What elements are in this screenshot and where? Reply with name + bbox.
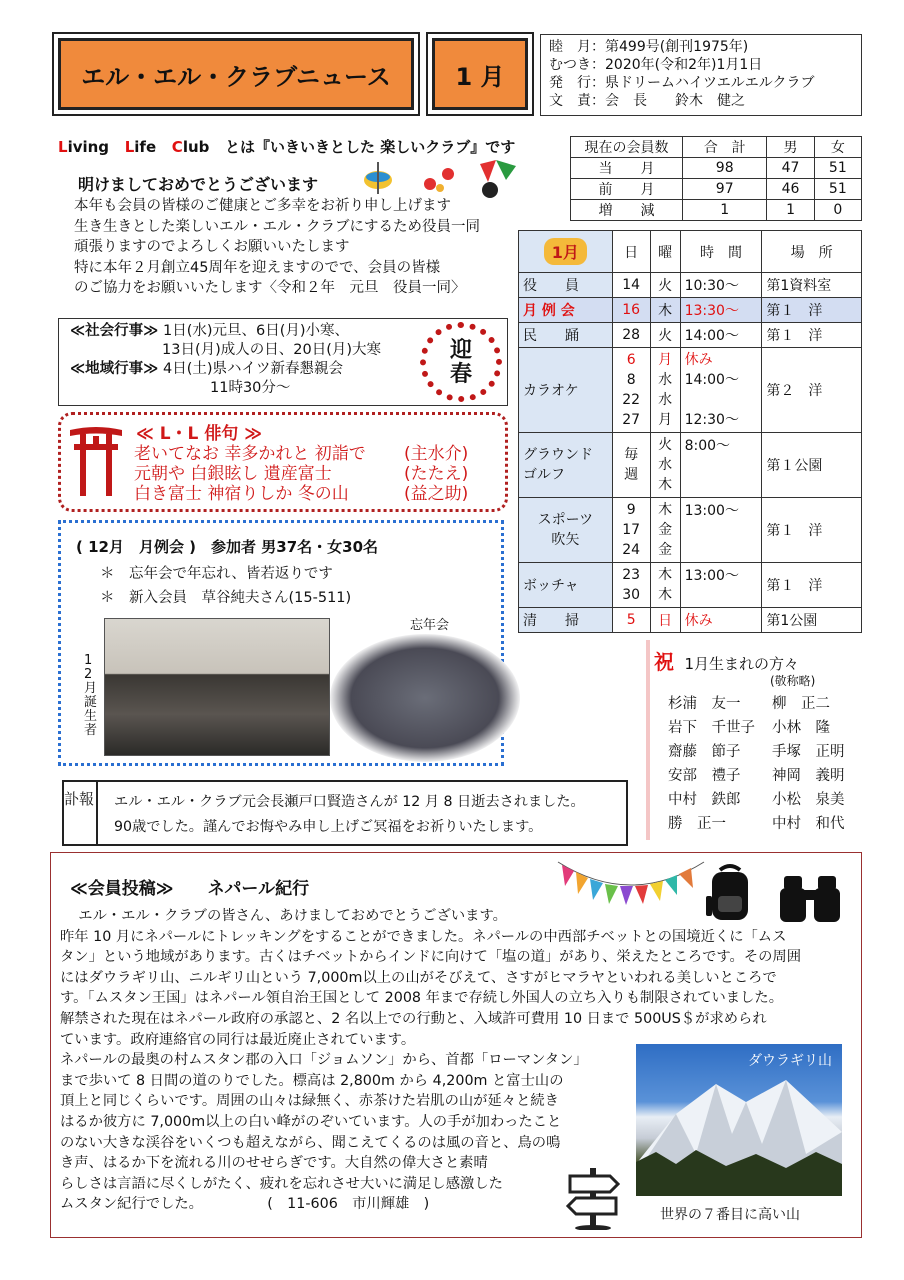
december-item: ＊ 新入会員 草谷純夫さん(15-511)	[100, 590, 352, 606]
photo-label: ダウラギリ山	[748, 1053, 832, 1069]
activity-days	[612, 498, 650, 563]
member-table-cell: 1	[683, 200, 767, 221]
newsletter-title	[58, 38, 414, 110]
activity-dows	[650, 563, 680, 608]
member-table-cell: 増 減	[571, 200, 683, 221]
activity-day: 30	[622, 587, 641, 603]
birthday-name: 齋藤 節子	[668, 744, 741, 760]
member-table-cell: 1	[767, 200, 814, 221]
birthday-name: 安部 禮子	[668, 768, 741, 784]
obituary-label-text: 訃報	[63, 790, 94, 808]
tagline-word: lub	[182, 138, 210, 156]
activity-name	[519, 498, 613, 563]
december-items	[100, 562, 351, 610]
birthday-name: 中村 鉄郎	[668, 792, 741, 808]
birthday-name: 小林 隆	[772, 720, 830, 736]
birthdays-title-text: 1月生まれの方々	[684, 655, 799, 673]
table-row	[519, 608, 862, 633]
social-events-line: 1日(水)元旦、6日(月)小寒、	[162, 323, 350, 339]
newsletter-title-text: エル・エル・クラブニュース	[81, 62, 391, 91]
greeting-heading: 明けましておめでとうございます	[78, 175, 319, 194]
tagline-word: iving	[67, 138, 110, 156]
member-table-cell: 前 月	[571, 179, 683, 200]
activity-name-line: ゴルフ	[523, 467, 565, 483]
member-table-cell: 当 月	[571, 158, 683, 179]
greeting-line: 頑張りますのでよろしくお願いいたします	[74, 239, 350, 255]
obituary-line: 90歳でした。謹んでお悔やみ申し上げご冥福をお祈りいたします。	[114, 819, 543, 835]
activity-dow: 木	[658, 587, 673, 603]
essay-title: ≪会員投稿≫ ネパール紀行	[70, 879, 310, 899]
activity-day: 週	[624, 467, 639, 483]
activity-time	[685, 390, 758, 410]
birthday-name: 勝 正一	[668, 816, 726, 832]
tagline-initial: L	[58, 138, 68, 156]
table-row	[519, 323, 862, 348]
activity-name: 民 踊	[519, 323, 613, 348]
activity-dow: 水	[658, 372, 673, 388]
activity-time: 12:30～	[684, 412, 739, 428]
table-row	[519, 563, 862, 608]
haiku-author: (たたえ)	[404, 464, 469, 484]
activity-dow: 月	[658, 352, 673, 368]
activity-day: 5	[612, 608, 650, 633]
birthday-name: 手塚 正明	[772, 744, 845, 760]
birthday-name: 杉浦 友一	[668, 696, 741, 712]
activity-dow: 火	[650, 323, 680, 348]
month-badge: 1月	[544, 238, 587, 265]
activity-time: 8:00～	[680, 433, 762, 498]
activity-time: 14:00～	[680, 323, 762, 348]
schedule-header-cell: 場 所	[762, 231, 862, 273]
greeting-line: 生き生きとした楽しいエル・エル・クラブにするため役員一同	[74, 218, 480, 235]
schedule-header-cell: 日	[612, 231, 650, 273]
member-table-cell: 47	[767, 158, 814, 179]
activity-name: 月 例 会	[519, 298, 613, 323]
essay-line: す。「ムスタン王国」はネパール領自治王国として 2008 年まで存続し外国人の立ち入りも制限されていました。	[60, 990, 783, 1007]
essay-line: らしさは言語に尽くしがたく、疲れを忘れさせ大いに満足し感激した	[60, 1175, 503, 1192]
greeting-line: のご協力をお願いいたします〈令和２年 元旦 役員一同〉	[74, 280, 466, 296]
schedule-table	[518, 230, 862, 633]
year-end-party-photo	[330, 634, 520, 762]
activity-day: 8	[626, 372, 636, 388]
activity-time: 13:00～	[680, 563, 762, 608]
member-table-cell: 男	[767, 137, 814, 158]
essay-line: エル・エル・クラブの皆さん、あけましておめでとうございます。	[64, 908, 507, 924]
member-count-table	[570, 136, 862, 221]
activity-time: 13:30～	[680, 298, 762, 323]
birthday-name: 岩下 千世子	[668, 720, 755, 736]
schedule-header-cell: 曜	[650, 231, 680, 273]
activity-name: 清 掃	[519, 608, 613, 633]
torii-gate-icon	[68, 424, 124, 498]
greeting-line: 特に本年２月創立45周年を迎えますのでで、会員の皆様	[74, 259, 441, 276]
essay-line: にはダウラギリ山、ニルギリ山という 7,000m以上の山がそびえて、さすがヒマラヤといわれる美しいところで	[60, 969, 777, 986]
member-table-cell: 合 計	[683, 137, 767, 158]
december-item: ＊ 忘年会で年忘れ、皆若返りです	[100, 566, 333, 582]
member-table-header	[571, 137, 862, 158]
member-table-cell: 98	[683, 158, 767, 179]
activity-place: 第1公園	[762, 608, 862, 633]
activity-place: 第１ 洋	[762, 563, 862, 608]
obituary-line: エル・エル・クラブ元会長瀬戸口賢造さんが 12 月 8 日逝去されました。	[114, 794, 585, 810]
activity-time: 休み	[680, 608, 762, 633]
events-text	[70, 322, 381, 398]
tagline-rest: とは『いきいきとした 楽しいクラブ』です	[225, 138, 516, 156]
table-row	[571, 158, 862, 179]
honorific-note: (敬称略)	[770, 674, 816, 688]
activity-day: 17	[622, 522, 641, 538]
activity-name: 役 員	[519, 273, 613, 298]
greeting-line: 本年も会員の皆様のご健康とご多幸をお祈り申し上げます	[74, 198, 451, 214]
activity-dow: 水	[658, 457, 673, 473]
essay-line: のない大きな渓谷をいくつも超えながら、聞こえてくるのは風の音と、鳥の鳴	[60, 1134, 561, 1151]
activity-dows	[650, 498, 680, 563]
essay-line: き声、はるか下を流れる川のせせらぎです。大自然の偉大さと素晴	[60, 1155, 488, 1172]
member-table-cell: 0	[814, 200, 861, 221]
haiku-author: (益之助)	[404, 484, 469, 504]
haiku-text: 白き富士 神宿りしか 冬の山	[134, 484, 349, 504]
member-table-cell: 46	[767, 179, 814, 200]
obituary-text	[114, 790, 585, 840]
celebration-mark: 祝	[654, 650, 674, 674]
essay-line: 解禁された現在はネパール政府の承認と、2 名以上での行動と、入域許可費用 10 日まで 500US＄が求められ	[60, 1010, 767, 1027]
activity-day: 28	[612, 323, 650, 348]
activity-dow: 金	[658, 522, 673, 538]
activity-place: 第１公園	[762, 433, 862, 498]
birthday-members-photo	[104, 618, 330, 756]
activity-dows	[650, 433, 680, 498]
activity-days	[612, 563, 650, 608]
essay-line: ネパールの最奥の村ムスタン郡の入口「ジョムソン」から、首都「ローマンタン」	[60, 1052, 588, 1069]
new-year-wreath	[420, 322, 502, 402]
birthday-members-label: 12月誕生者	[84, 653, 98, 738]
birthday-name: 神岡 義明	[772, 768, 845, 784]
member-table-cell: 女	[814, 137, 861, 158]
birthday-names	[668, 692, 845, 836]
issue-info-line: むつき：2020年(令和2年)1月1日	[549, 57, 763, 73]
haiku-title: ≪ L・L 俳句 ≫	[136, 424, 263, 444]
activity-dow: 木	[658, 502, 673, 518]
activity-day: 14	[612, 273, 650, 298]
local-events-label: ≪地域行事≫	[70, 361, 159, 377]
activity-day: 9	[626, 502, 636, 518]
essay-line: はるか彼方に 7,000m以上の白い峰がのぞいています。人の手が加わったこと	[60, 1113, 562, 1130]
wreath-char: 迎	[449, 337, 472, 363]
party-caption: 忘年会	[410, 618, 450, 633]
activity-place: 第１ 洋	[762, 498, 862, 563]
essay-line: ムスタン紀行でした。 ( 11-606 市川輝雄 )	[60, 1196, 430, 1213]
table-row	[519, 298, 862, 323]
signpost-icon	[566, 1166, 620, 1230]
issue-info-line: 睦 月：第499号(創刊1975年)	[549, 39, 749, 55]
activity-place: 第１ 洋	[762, 323, 862, 348]
activity-name-line: スポーツ	[537, 512, 594, 528]
member-table-cell: 現在の会員数	[571, 137, 683, 158]
activity-time: 14:00～	[684, 372, 739, 388]
table-row	[571, 200, 862, 221]
activity-days	[612, 433, 650, 498]
month-box	[432, 38, 528, 110]
issue-info-line: 文 責：会 長 鈴木 健之	[549, 93, 745, 109]
tagline-initial: L	[124, 138, 135, 156]
haiku-poems	[134, 444, 504, 504]
table-row	[519, 273, 862, 298]
member-table-cell: 51	[814, 158, 861, 179]
activity-day: 16	[612, 298, 650, 323]
essay-line: ています。政府連絡官の同行は最近廃止されています。	[60, 1031, 416, 1048]
activity-dows	[650, 348, 680, 433]
activity-name-line: グラウンド	[523, 447, 593, 463]
month-text: 1 月	[455, 62, 505, 91]
table-row	[571, 179, 862, 200]
activity-day: 23	[622, 567, 641, 583]
activity-dow: 木	[658, 477, 673, 493]
month-badge-cell	[519, 231, 613, 273]
tagline-word: ife	[134, 138, 157, 156]
essay-line: 昨年 10 月にネパールにトレッキングをすることができました。ネパールの中西部チベットとの国境近くに「ムス	[60, 928, 787, 945]
member-table-cell: 97	[683, 179, 767, 200]
member-table-cell: 51	[814, 179, 861, 200]
social-events-line: 13日(月)成人の日、20日(月)大寒	[162, 342, 382, 358]
activity-place: 第１ 洋	[762, 298, 862, 323]
essay-line: 頂上と同じくらいです。周囲の山々は緑無く、赤茶けた岩肌の山が延々と続き	[60, 1093, 559, 1110]
activity-place: 第1資料室	[762, 273, 862, 298]
issue-info	[540, 34, 862, 116]
new-year-decoration-icon	[360, 152, 525, 200]
activity-dow: 日	[650, 608, 680, 633]
birthday-name: 小松 泉美	[772, 792, 845, 808]
table-row	[519, 433, 862, 498]
obituary-label	[62, 780, 98, 846]
activity-dow: 水	[658, 392, 673, 408]
haiku-text: 元朝や 白銀眩し 遺産富士	[134, 464, 332, 484]
activity-time: 13:00～	[680, 498, 762, 563]
photo-caption: 世界の７番目に高い山	[660, 1207, 800, 1223]
wreath-char: 春	[449, 361, 472, 387]
haiku-text: 老いてなお 幸多かれと 初詣で	[134, 444, 366, 464]
activity-day: 22	[622, 392, 641, 408]
activity-days	[612, 348, 650, 433]
activity-dow: 木	[650, 298, 680, 323]
issue-info-line: 発 行：県ドリームハイツエルエルクラブ	[549, 75, 815, 91]
dhaulagiri-photo	[636, 1044, 842, 1196]
tagline-initial: C	[171, 138, 183, 156]
local-events-line: 4日(土)県ハイツ新春懇親会	[162, 361, 344, 377]
activity-dow: 火	[658, 437, 673, 453]
activity-day: 毎	[624, 447, 639, 463]
birthday-name: 中村 和代	[772, 816, 845, 832]
schedule-header	[519, 231, 862, 273]
activity-time: 10:30～	[680, 273, 762, 298]
table-row	[519, 498, 862, 563]
activity-times	[680, 348, 762, 433]
activity-dow: 火	[650, 273, 680, 298]
activity-name: カラオケ	[519, 348, 613, 433]
essay-line: まで歩いて 8 日間の道のりでした。標高は 2,800m から 4,200m と富士山の	[60, 1072, 564, 1089]
social-events-label: ≪社会行事≫	[70, 323, 159, 339]
schedule-header-cell: 時 間	[680, 231, 762, 273]
activity-name: ボッチャ	[519, 563, 613, 608]
activity-time: 休み	[684, 352, 713, 368]
activity-day: 24	[622, 542, 641, 558]
activity-name-line: 吹矢	[551, 532, 580, 548]
activity-place: 第２ 洋	[762, 348, 862, 433]
birthdays-title	[654, 646, 799, 675]
activity-dow: 月	[658, 412, 673, 428]
essay-line: タン」という地域があります。古くはチベットからインドに向けて「塩の道」があり、栄えたところです。その周囲	[60, 949, 802, 966]
greeting-body	[74, 196, 514, 299]
activity-day: 6	[626, 352, 636, 368]
birthday-name: 柳 正二	[772, 696, 830, 712]
local-events-line: 11時30分～	[210, 380, 291, 396]
december-title: ( 12月 月例会 ) 参加者 男37名・女30名	[76, 538, 379, 556]
activity-day: 27	[622, 412, 641, 428]
table-row	[519, 348, 862, 433]
activity-name	[519, 433, 613, 498]
activity-dow: 金	[658, 542, 673, 558]
haiku-author: (主水介)	[404, 444, 469, 464]
activity-dow: 木	[658, 567, 673, 583]
